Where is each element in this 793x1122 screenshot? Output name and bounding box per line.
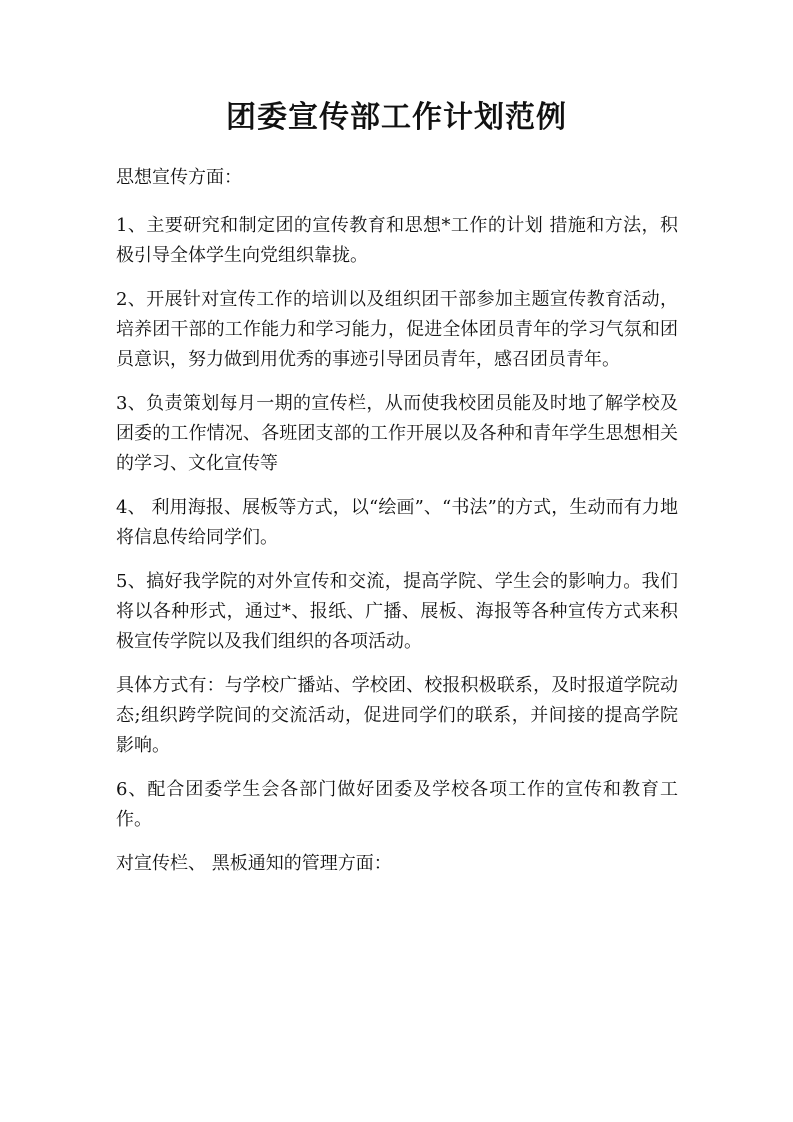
paragraph-item-3: 3、负责策划每月一期的宣传栏，从而使我校团员能及时地了解学校及团委的工作情况、各班团支部的工作开展以及各种和青年学生思想相关的学习、文化宣传等 — [116, 393, 678, 474]
section-heading-ideology: 思想宣传方面： — [116, 167, 242, 188]
paragraph-item-6: 6、配合团委学生会各部门做好团委及学校各项工作的宣传和教育工作。 — [116, 779, 678, 830]
paragraph-item-2: 2、开展针对宣传工作的培训以及组织团干部参加主题宣传教育活动，培养团干部的工作能力和学习能力，促进全体团员青年的学习气氛和团员意识，努力做到用优秀的事迹引导团员青年，感召团员青年。 — [116, 289, 678, 370]
document-title: 团委宣传部工作计划范例 — [226, 100, 567, 135]
paragraph-item-1: 1、主要研究和制定团的宣传教育和思想*工作的计划 措施和方法，积极引导全体学生向党组织靠拢。 — [116, 215, 678, 266]
section-heading-bulletin: 对宣传栏、 黑板通知的管理方面： — [116, 853, 392, 874]
paragraph-item-5: 5、搞好我学院的对外宣传和交流，提高学院、学生会的影响力。我们将以各种形式，通过*、报纸、广播、展板、海报等各种宣传方式来积极宣传学院以及我们组织的各项活动。 — [116, 571, 678, 652]
paragraph-specific-methods: 具体方式有：与学校广播站、学校团、校报积极联系，及时报道学院动态;组织跨学院间的交流活动，促进同学们的联系，并间接的提高学院影响。 — [116, 675, 678, 756]
paragraph-item-4: 4、 利用海报、展板等方式，以“绘画”、“书法”的方式，生动而有力地将信息传给同学们。 — [116, 497, 678, 548]
document-body — [116, 163, 678, 893]
